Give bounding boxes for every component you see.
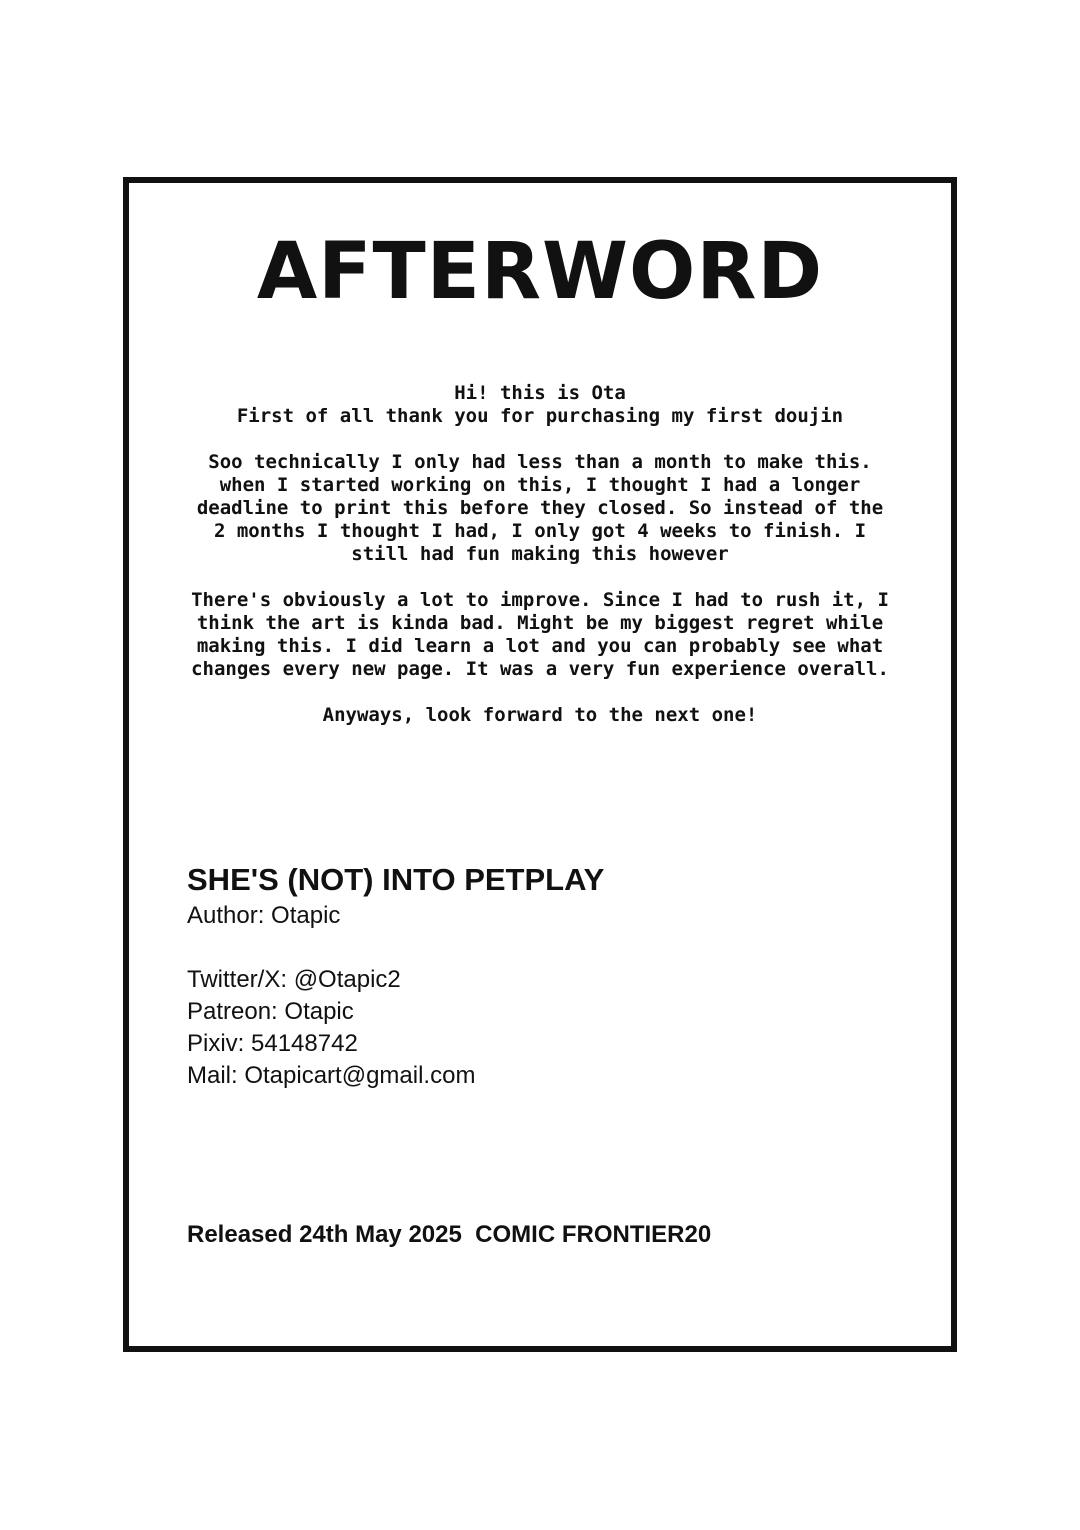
patreon-line: Patreon: Otapic [187,998,354,1025]
message-paragraph [169,704,911,727]
message-line: still had fun making this however [351,543,729,565]
twitter-line: Twitter/X: @Otapic2 [187,966,401,993]
afterword-frame [123,177,957,1352]
afterword-message [169,382,911,727]
page-title: AFTERWORD [256,227,824,317]
pixiv-line: Pixiv: 54148742 [187,1030,358,1057]
message-line: deadline to print this before they closed. So instead of the [196,497,884,519]
credits-block [187,860,604,1092]
message-line: think the art is kinda bad. Might be my biggest regret while [196,612,884,634]
message-paragraph [169,382,911,428]
message-line: First of all thank you for purchasing my first doujin [236,405,844,427]
book-title: SHE'S (NOT) INTO PETPLAY [187,862,605,897]
author-line: Author: Otapic [187,902,341,929]
mail-line: Mail: Otapicart@gmail.com [187,1062,476,1089]
message-line: Hi! this is Ota [454,382,626,404]
message-line: Anyways, look forward to the next one! [322,704,758,726]
message-line: making this. I did learn a lot and you can probably see what [196,635,884,657]
message-paragraph [169,589,911,681]
message-line: 2 months I thought I had, I only got 4 weeks to finish. I [213,520,867,542]
message-line: Soo technically I only had less than a month to make this. [208,451,872,473]
message-line: changes every new page. It was a very fun experience overall. [191,658,889,680]
credits-spacer [187,932,604,964]
message-line: There's obviously a lot to improve. Since I had to rush it, I [191,589,889,611]
release-info: Released 24th May 2025 COMIC FRONTIER20 [187,1221,712,1248]
message-line: when I started working on this, I thought I had a longer [219,474,861,496]
message-paragraph [169,451,911,566]
